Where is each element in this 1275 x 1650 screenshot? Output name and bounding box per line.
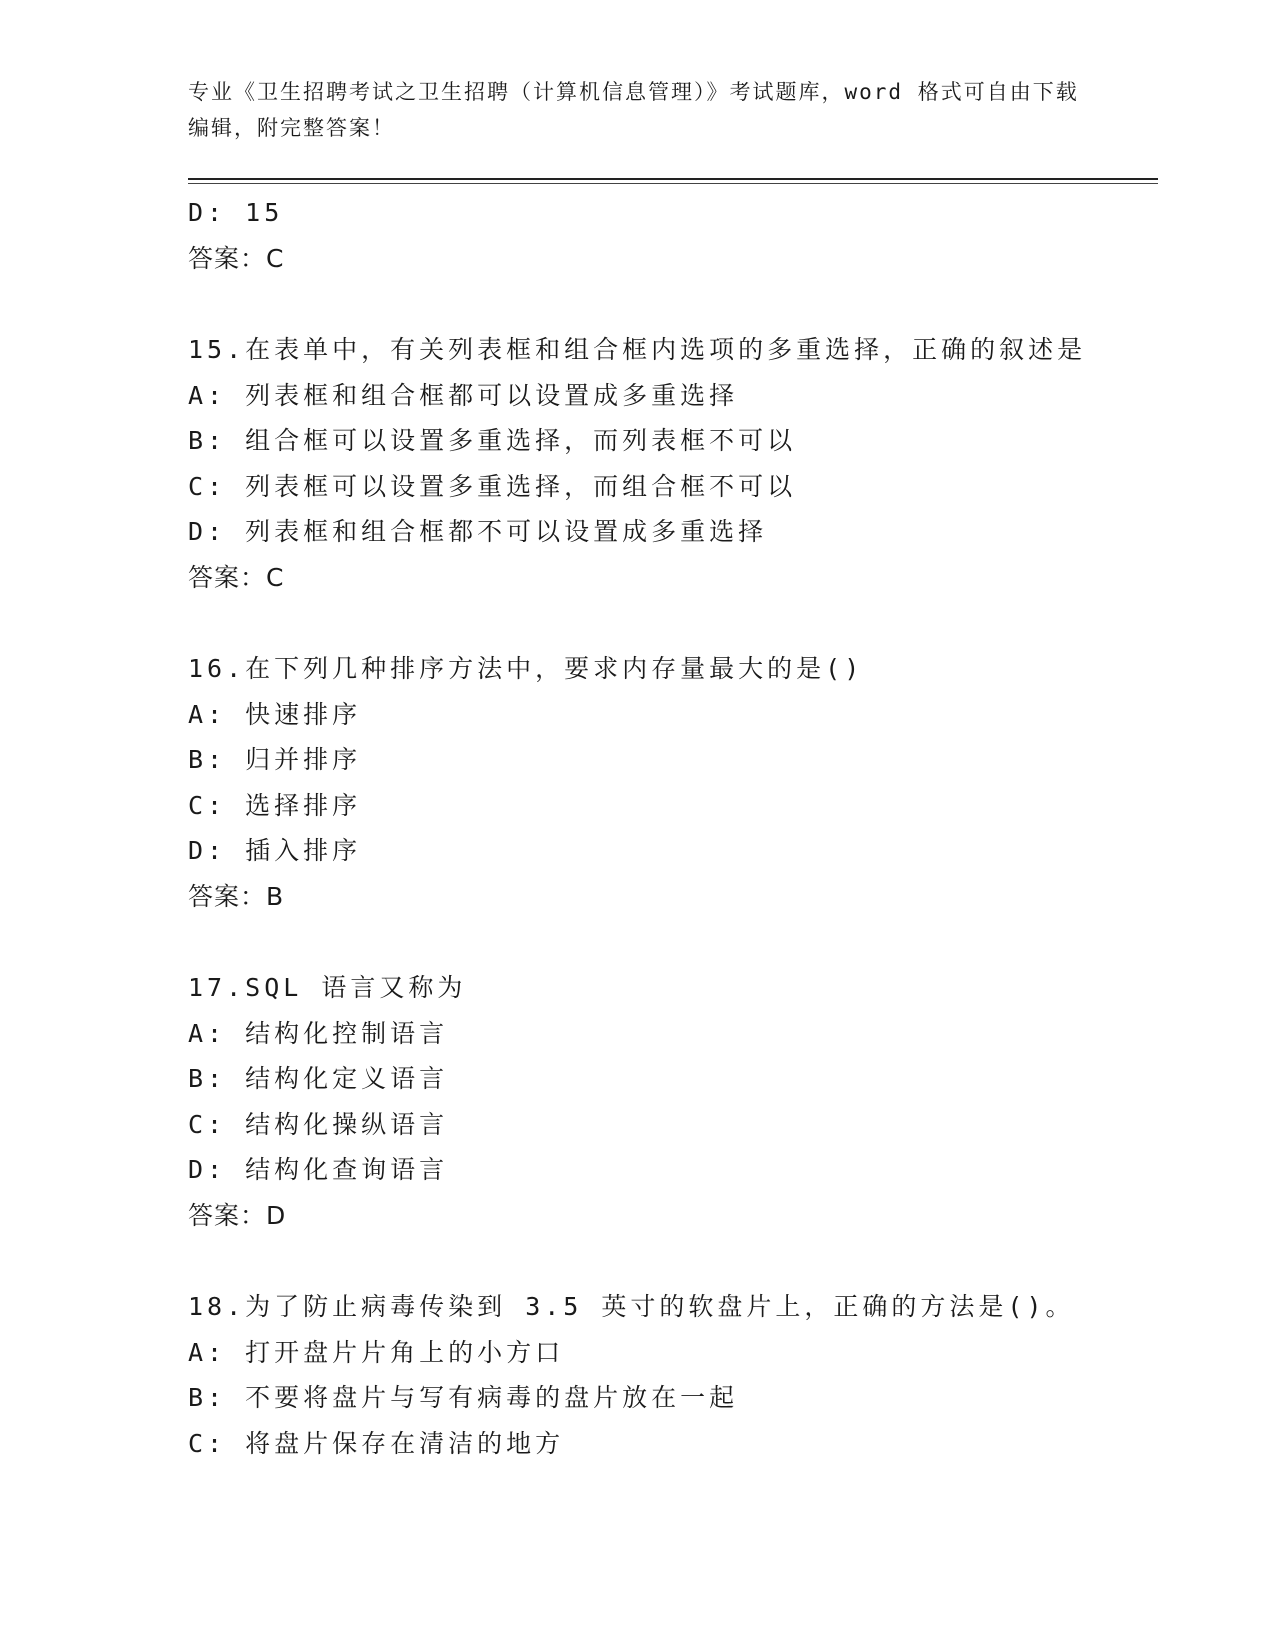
option-b: B: 归并排序 — [188, 745, 362, 774]
option-c: C: 将盘片保存在清洁的地方 — [188, 1428, 565, 1458]
question-stem: 17.SQL 语言又称为 — [188, 973, 467, 1002]
option-b: B: 不要将盘片与写有病毒的盘片放在一起 — [188, 1383, 739, 1412]
option-d: D: 插入排序 — [188, 836, 362, 865]
question-15 — [188, 327, 1148, 600]
carryover-answer: 答案：C — [188, 243, 285, 273]
option-a: A: 快速排序 — [188, 699, 362, 729]
option-b: B: 结构化定义语言 — [188, 1064, 449, 1093]
question-stem: 18.为了防止病毒传染到 3.5 英寸的软盘片上，正确的方法是()。 — [188, 1292, 1075, 1321]
answer: 答案：D — [188, 1200, 287, 1230]
page-header: 专业《卫生招聘考试之卫生招聘（计算机信息管理）》考试题库，word 格式可自由下载编辑，附完整答案！ — [188, 80, 1079, 140]
option-c: C: 结构化操纵语言 — [188, 1109, 449, 1139]
spacer — [188, 600, 1148, 646]
option-a: A: 打开盘片片角上的小方口 — [188, 1337, 565, 1367]
question-stem: 16.在下列几种排序方法中，要求内存量最大的是() — [188, 654, 864, 683]
spacer — [188, 281, 1148, 327]
option-a: A: 结构化控制语言 — [188, 1018, 449, 1048]
question-18 — [188, 1284, 1148, 1466]
option-a: A: 列表框和组合框都可以设置成多重选择 — [188, 380, 739, 410]
option-c: C: 选择排序 — [188, 790, 362, 820]
answer: 答案：B — [188, 881, 285, 911]
option-c: C: 列表框可以设置多重选择，而组合框不可以 — [188, 471, 797, 501]
question-list — [188, 190, 1148, 1466]
spacer — [188, 1238, 1148, 1284]
header-divider-thin — [188, 183, 1158, 184]
option-b: B: 组合框可以设置多重选择，而列表框不可以 — [188, 426, 797, 455]
question-17 — [188, 965, 1148, 1238]
carryover-option-d: D: 15 — [188, 198, 284, 227]
option-d: D: 结构化查询语言 — [188, 1155, 449, 1184]
header-divider-thick — [188, 178, 1158, 180]
answer: 答案：C — [188, 562, 285, 592]
question-16 — [188, 646, 1148, 919]
question-stem: 15.在表单中，有关列表框和组合框内选项的多重选择，正确的叙述是 — [188, 335, 1087, 364]
option-d: D: 列表框和组合框都不可以设置成多重选择 — [188, 517, 768, 546]
spacer — [188, 919, 1148, 965]
